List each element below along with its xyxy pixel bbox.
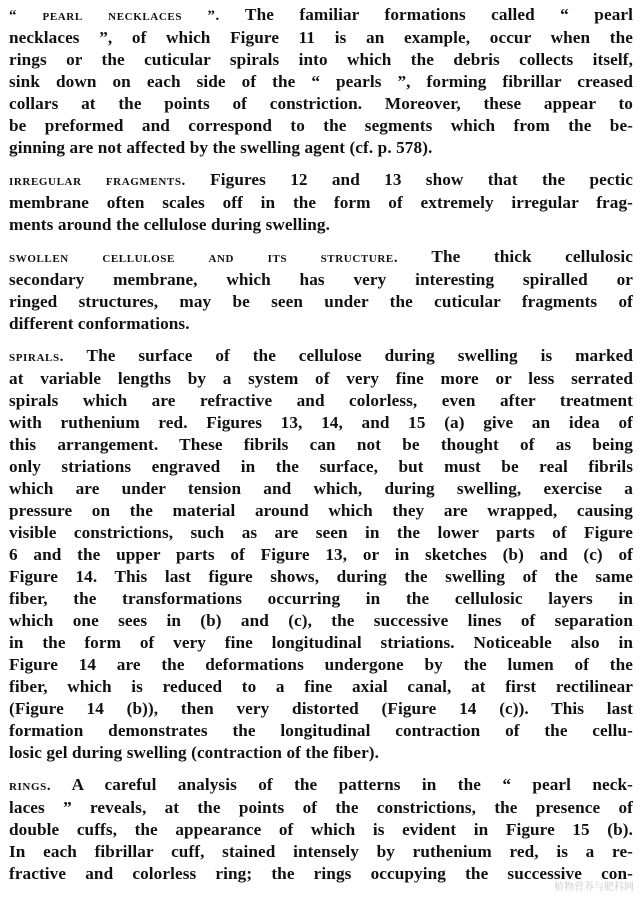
text-line: [9, 774, 633, 797]
line-text: at variable lengths by a system of very fine more or less serrated: [9, 369, 633, 388]
text-line: [9, 610, 633, 632]
section-heading: “ pearl necklaces ”.: [9, 8, 220, 24]
text-line: [9, 654, 633, 676]
paragraph: [9, 4, 633, 159]
section-heading: rings.: [9, 778, 52, 794]
paragraph: [9, 774, 633, 885]
text-line: [9, 345, 633, 368]
text-line: [9, 246, 633, 269]
line-text: which are under tension and which, during swelling, exercise a: [9, 479, 633, 498]
line-text: with ruthenium red. Figures 13, 14, and 15 (a) give an idea of: [9, 413, 633, 432]
line-text: membrane often scales off in the form of extremely irregular frag-: [9, 193, 633, 212]
section-heading: swollen cellulose and its structure.: [9, 250, 399, 266]
text-line: [9, 169, 633, 192]
line-text: ringed structures, may be seen under the cuticular fragments of: [9, 292, 633, 311]
line-text: Figure 14 are the deformations undergone by the lumen of the: [9, 655, 633, 674]
text-line: [9, 720, 633, 742]
line-text: different conformations.: [9, 314, 190, 333]
text-line: [9, 456, 633, 478]
line-text: in the form of very fine longitudinal striations. Noticeable also in: [9, 633, 633, 652]
line-text: necklaces ”, of which Figure 11 is an example, occur when the: [9, 28, 633, 47]
text-line: [9, 269, 633, 291]
text-line: [9, 291, 633, 313]
line-text: The surface of the cellulose during swelling is marked: [64, 346, 633, 365]
watermark: 植物营养与肥料网: [554, 882, 634, 893]
line-text: In each fibrillar cuff, stained intensely by ruthenium red, is a re-: [9, 842, 633, 861]
line-text: (Figure 14 (b)), then very distorted (Figure 14 (c)). This last: [9, 699, 633, 718]
text-line: [9, 368, 633, 390]
text-line: [9, 71, 633, 93]
text-line: [9, 676, 633, 698]
text-line: [9, 500, 633, 522]
text-line: [9, 478, 633, 500]
text-line: [9, 522, 633, 544]
text-line: [9, 434, 633, 456]
text-line: [9, 632, 633, 654]
line-text: fiber, which is reduced to a fine axial canal, at first rectilinear: [9, 677, 633, 696]
text-line: [9, 412, 633, 434]
line-text: double cuffs, the appearance of which is evident in Figure 15 (b).: [9, 820, 633, 839]
text-line: [9, 588, 633, 610]
text-line: [9, 698, 633, 720]
text-line: [9, 742, 633, 764]
line-text: laces ” reveals, at the points of the constrictions, the presence of: [9, 798, 633, 817]
text-line: [9, 137, 633, 159]
text-line: [9, 27, 633, 49]
line-text: The thick cellulosic: [398, 247, 634, 266]
line-text: spirals which are refractive and colorless, even after treatment: [9, 391, 633, 410]
line-text: be preformed and correspond to the segments which from the be-: [9, 116, 633, 135]
text-line: [9, 214, 633, 236]
line-text: ments around the cellulose during swelling.: [9, 215, 331, 234]
text-line: [9, 566, 633, 588]
line-text: fractive and colorless ring; the rings occupying the successive con-: [9, 864, 633, 883]
line-text: Figure 14. This last figure shows, during the swelling of the same: [9, 567, 633, 586]
paragraph: [9, 169, 633, 236]
text-line: [9, 93, 633, 115]
text-line: [9, 841, 633, 863]
text-line: [9, 49, 633, 71]
line-text: only striations engraved in the surface, but must be real fibrils: [9, 457, 633, 476]
line-text: pressure on the material around which they are wrapped, causing: [9, 501, 633, 520]
line-text: sink down on each side of the “ pearls ”, forming fibrillar creased: [9, 72, 633, 91]
line-text: The familiar formations called “ pearl: [219, 5, 633, 24]
text-line: [9, 115, 633, 137]
section-heading: irregular fragments.: [9, 173, 186, 189]
line-text: A careful analysis of the patterns in the “ pearl neck-: [51, 775, 633, 794]
line-text: losic gel during swelling (contraction of the fiber).: [9, 743, 380, 762]
text-line: [9, 544, 633, 566]
text-line: [9, 4, 633, 27]
line-text: ginning are not affected by the swelling agent (cf. p. 578).: [9, 138, 433, 157]
line-text: 6 and the upper parts of Figure 13, or in sketches (b) and (c) of: [9, 545, 633, 564]
text-line: [9, 192, 633, 214]
text-line: [9, 863, 633, 885]
line-text: secondary membrane, which has very interesting spiralled or: [9, 270, 633, 289]
line-text: collars at the points of constriction. Moreover, these appear to: [9, 94, 633, 113]
line-text: visible constrictions, such as are seen in the lower parts of Figure: [9, 523, 633, 542]
text-line: [9, 797, 633, 819]
line-text: which one sees in (b) and (c), the successive lines of separation: [9, 611, 633, 630]
paragraph: [9, 345, 633, 764]
paragraph: [9, 246, 633, 335]
line-text: Figures 12 and 13 show that the pectic: [185, 170, 633, 189]
document-page: [9, 4, 633, 895]
text-line: [9, 313, 633, 335]
section-heading: spirals.: [9, 349, 65, 365]
line-text: fiber, the transformations occurring in the cellulosic layers in: [9, 589, 633, 608]
text-line: [9, 819, 633, 841]
line-text: rings or the cuticular spirals into which the debris collects itself,: [9, 50, 633, 69]
line-text: this arrangement. These fibrils can not be thought of as being: [9, 435, 633, 454]
text-line: [9, 390, 633, 412]
line-text: formation demonstrates the longitudinal contraction of the cellu-: [9, 721, 633, 740]
